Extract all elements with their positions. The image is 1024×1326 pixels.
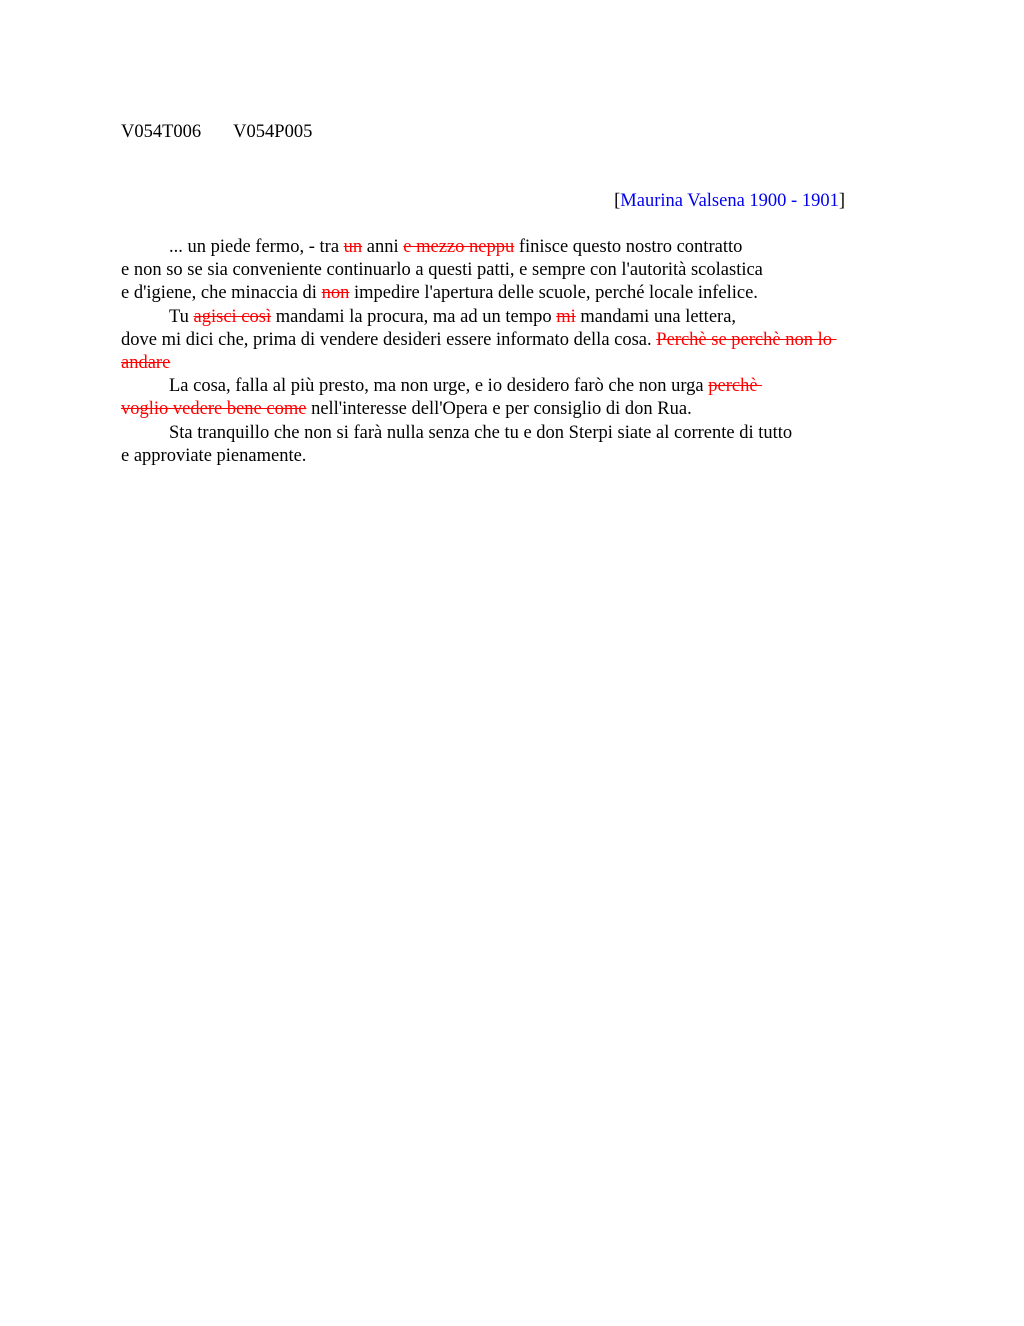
text-line [121, 282, 911, 305]
text-segment: La cosa, falla al più presto, ma non urge, e io desidero farò che non urga [169, 376, 709, 397]
text-line [121, 306, 911, 329]
deleted-text: non [321, 283, 350, 304]
page-code: V054P005 [233, 122, 313, 142]
text-line [121, 375, 911, 398]
text-segment: Tu [169, 306, 194, 327]
document-codes [121, 121, 312, 144]
text-segment: nell'interesse dell'Opera e per consiglio di don Rua. [306, 399, 692, 420]
text-line [121, 445, 911, 468]
place-date-header [121, 190, 845, 213]
deleted-text: andare [121, 353, 171, 374]
text-segment: Sta tranquillo che non si farà nulla senza che tu e don Sterpi siate al corrente di tutto [169, 422, 793, 443]
bracket-close: ] [838, 191, 845, 211]
text-segment: anni [362, 237, 404, 257]
text-segment: mandami una lettera, [575, 306, 737, 327]
text-line [121, 329, 911, 352]
text-segment: ... un piede fermo, - tra [169, 237, 344, 257]
deleted-text: Perchè se perchè non lo [656, 329, 837, 350]
text-segment: finisce questo nostro contratto [514, 237, 743, 257]
deleted-text: e mezzo neppu [403, 237, 515, 257]
deleted-text: agisci così [193, 306, 272, 327]
text-segment: e approviate pienamente. [121, 445, 307, 466]
bracket-open: [ [614, 191, 621, 211]
deleted-text: perchè [708, 376, 763, 397]
text-segment: impedire l'apertura delle scuole, perché locale infelice. [349, 283, 758, 304]
place-date-link[interactable]: Maurina Valsena 1900 - 1901 [620, 191, 839, 211]
text-line [121, 259, 911, 282]
deleted-text: voglio vedere bene come [121, 399, 307, 420]
text-line [121, 398, 911, 421]
text-line [121, 422, 911, 445]
text-line [121, 352, 911, 375]
text-segment: e non so se sia conveniente continuarlo a questi patti, e sempre con l'autorità scolastica [121, 260, 763, 281]
deleted-text: un [343, 237, 363, 257]
text-segment: mandami la procura, ma ad un tempo [271, 306, 557, 327]
text-line [121, 236, 911, 259]
volume-code: V054T006 [121, 122, 202, 142]
text-segment: e d'igiene, che minaccia di [121, 283, 322, 304]
text-segment: dove mi dici che, prima di vendere desideri essere informato della cosa. [121, 329, 657, 350]
deleted-text: mi [556, 306, 576, 327]
letter-body [121, 236, 911, 468]
